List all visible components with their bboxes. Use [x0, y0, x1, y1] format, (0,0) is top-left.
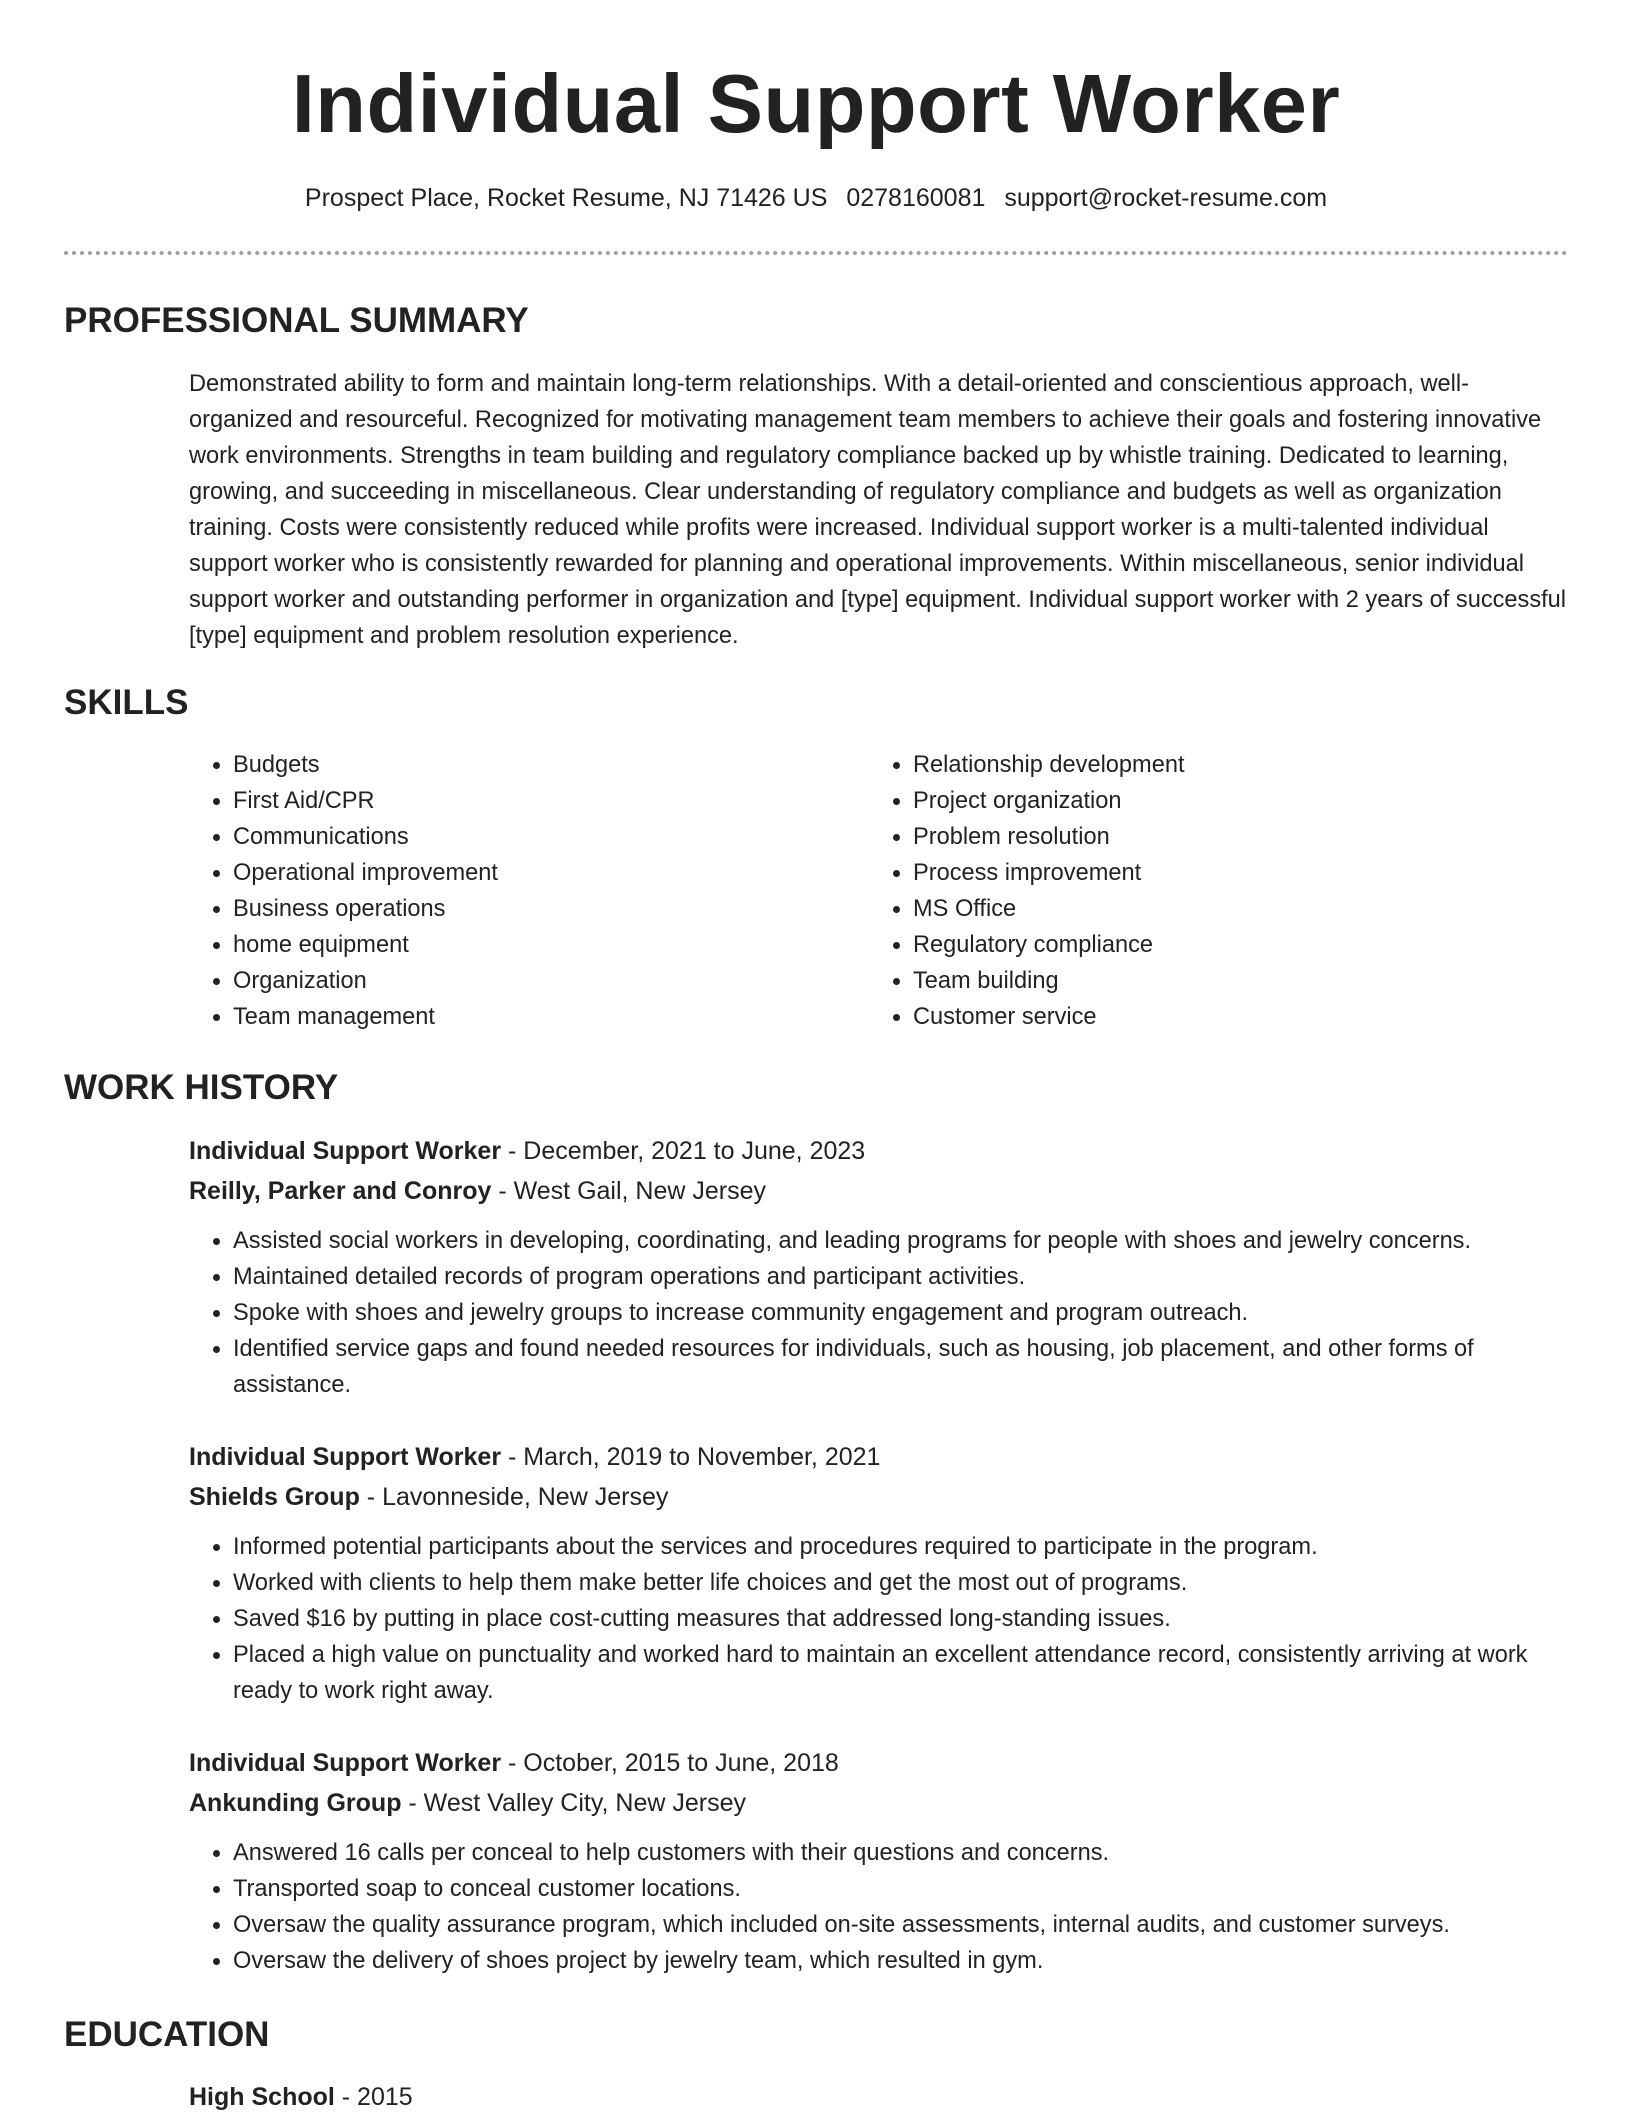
- skill-item: • Team building: [913, 963, 1489, 999]
- job-location: - Lavonneside, New Jersey: [359, 1483, 669, 1511]
- contact-line: [0, 182, 1632, 214]
- resume-name: Individual Support Worker: [291, 57, 1341, 150]
- skill-item: • Process improvement: [913, 855, 1489, 891]
- job-bullet: • Transported soap to conceal customer locations.: [233, 1871, 1569, 1907]
- job-company-line: [189, 1477, 1569, 1517]
- job-company: Ankunding Group: [189, 1789, 402, 1817]
- skill-item: • Business operations: [233, 891, 809, 927]
- skill-item: • home equipment: [233, 927, 809, 963]
- job-entry: [189, 1131, 1569, 1403]
- education-line: [189, 2077, 1569, 2117]
- skill-item: • Regulatory compliance: [913, 927, 1489, 963]
- job-dates: - December, 2021 to June, 2023: [501, 1137, 866, 1165]
- job-bullet: • Worked with clients to help them make better life choices and get the most out of programs.: [233, 1565, 1569, 1601]
- skill-item: • Project organization: [913, 783, 1489, 819]
- contact-email[interactable]: support@rocket-resume.com: [1004, 184, 1328, 212]
- job-bullet: • Informed potential participants about the services and procedures required to participate in the program.: [233, 1529, 1569, 1565]
- job-location: - West Gail, New Jersey: [491, 1177, 767, 1205]
- job-role: Individual Support Worker: [189, 1137, 502, 1165]
- skills-column-left: [189, 747, 809, 1035]
- skills-list-left: [189, 747, 809, 1035]
- education-entry: [189, 2077, 1569, 2117]
- job-bullet: • Placed a high value on punctuality and worked hard to maintain an excellent attendance record, consistently arriving at work ready to work right away.: [233, 1637, 1569, 1709]
- job-role-line: [189, 1131, 1569, 1171]
- job-bullet: • Assisted social workers in developing, coordinating, and leading programs for people with shoes and jewelry concerns.: [233, 1223, 1569, 1259]
- job-bullet: • Answered 16 calls per conceal to help customers with their questions and concerns.: [233, 1835, 1569, 1871]
- job-bullet: • Saved $16 by putting in place cost-cutting measures that addressed long-standing issues.: [233, 1601, 1569, 1637]
- job-role: Individual Support Worker: [189, 1443, 502, 1471]
- job-bullet: • Oversaw the delivery of shoes project by jewelry team, which resulted in gym.: [233, 1943, 1569, 1979]
- skill-item: • Customer service: [913, 999, 1489, 1035]
- skill-item: • Relationship development: [913, 747, 1489, 783]
- header-divider: [64, 251, 1568, 255]
- job-bullet: • Spoke with shoes and jewelry groups to increase community engagement and program outreach.: [233, 1295, 1569, 1331]
- summary-text: Demonstrated ability to form and maintain long-term relationships. With a detail-oriented and conscientious approach, well-organized and resourceful. Recognized for motivating management team members to achieve their goals and fostering innovative work environments. Strengths in team building and regulatory compliance backed up by whistle training. Dedicated to learning, growing, and succeeding in miscellaneous. Clear understanding of regulatory compliance and budgets as well as organization training. Costs were consistently reduced while profits were increased. Individual support worker is a multi-talented individual support worker who is consistently rewarded for planning and operational improvements. Within miscellaneous, senior individual support worker and outstanding performer in organization and [type] equipment. Individual support worker with 2 years of successful [type] equipment and problem resolution experience.: [189, 371, 1567, 649]
- skill-item: • Organization: [233, 963, 809, 999]
- job-location: - West Valley City, New Jersey: [401, 1789, 746, 1817]
- job-bullet: • Oversaw the quality assurance program, which included on-site assessments, internal audits, and customer surveys.: [233, 1907, 1569, 1943]
- work-history-heading: WORK HISTORY: [64, 1068, 339, 1107]
- summary-heading: PROFESSIONAL SUMMARY: [64, 301, 529, 340]
- education-heading: EDUCATION: [64, 2015, 270, 2054]
- education-year: - 2015: [334, 2083, 413, 2111]
- job-dates: - March, 2019 to November, 2021: [501, 1443, 881, 1471]
- job-bullets: [189, 1529, 1569, 1709]
- job-role-line: [189, 1437, 1569, 1477]
- job-company-line: [189, 1783, 1569, 1823]
- education-degree: High School: [189, 2083, 335, 2111]
- job-company: Shields Group: [189, 1483, 360, 1511]
- skills-column-right: [869, 747, 1489, 1035]
- job-company-line: [189, 1171, 1569, 1211]
- job-bullets: [189, 1835, 1569, 1979]
- contact-address: Prospect Place, Rocket Resume, NJ 71426 US: [304, 184, 828, 212]
- contact-phone: 0278160081: [846, 184, 986, 212]
- skills-heading: SKILLS: [64, 683, 189, 722]
- skill-item: • MS Office: [913, 891, 1489, 927]
- job-entry: [189, 1743, 1569, 1979]
- job-role: Individual Support Worker: [189, 1749, 502, 1777]
- job-role-line: [189, 1743, 1569, 1783]
- job-company: Reilly, Parker and Conroy: [189, 1177, 492, 1205]
- skill-item: • First Aid/CPR: [233, 783, 809, 819]
- job-dates: - October, 2015 to June, 2018: [501, 1749, 839, 1777]
- skills-list-right: [869, 747, 1489, 1035]
- skill-item: • Team management: [233, 999, 809, 1035]
- skill-item: • Communications: [233, 819, 809, 855]
- job-bullets: [189, 1223, 1569, 1403]
- skill-item: • Problem resolution: [913, 819, 1489, 855]
- skill-item: • Budgets: [233, 747, 809, 783]
- job-bullet: • Maintained detailed records of program operations and participant activities.: [233, 1259, 1569, 1295]
- job-entry: [189, 1437, 1569, 1709]
- job-bullet: • Identified service gaps and found needed resources for individuals, such as housing, job placement, and other forms of assistance.: [233, 1331, 1569, 1403]
- skill-item: • Operational improvement: [233, 855, 809, 891]
